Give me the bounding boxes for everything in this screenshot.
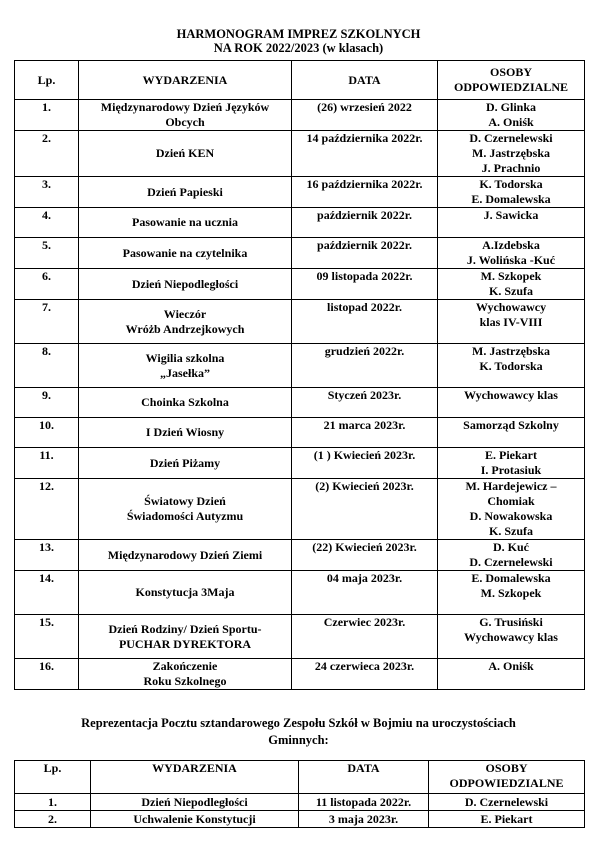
row-persons: D. Czernelewski — [429, 794, 585, 811]
header-date: DATA — [299, 761, 429, 794]
header-persons — [438, 61, 585, 100]
row-lp: 10. — [15, 418, 79, 448]
row-event-line: Dzień Papieski — [147, 184, 223, 199]
row-date: 04 maja 2023r. — [292, 571, 438, 615]
row-persons — [438, 615, 585, 659]
row-event-line: Obcych — [165, 115, 205, 129]
row-lp: 7. — [15, 300, 79, 344]
table-row — [15, 615, 585, 659]
row-person-line: Wychowawcy klas — [464, 630, 558, 644]
row-event — [79, 388, 292, 418]
header-event: WYDARZENIA — [91, 761, 299, 794]
row-event — [79, 300, 292, 344]
row-event-line: Pasowanie na czytelnika — [122, 245, 248, 260]
table-row — [15, 659, 585, 690]
section-2-title — [0, 715, 597, 749]
row-event — [79, 659, 292, 690]
row-persons — [438, 659, 585, 690]
row-date: 09 listopada 2022r. — [292, 269, 438, 300]
row-person-line: M. Jastrzębska — [472, 146, 550, 160]
table-row — [15, 300, 585, 344]
row-event — [79, 208, 292, 238]
row-persons — [438, 208, 585, 238]
table-row — [15, 388, 585, 418]
header-persons-line-2: ODPOWIEDZIALNE — [449, 776, 564, 790]
row-person-line: E. Domalewska — [471, 571, 551, 585]
row-person-line: M. Jastrzębska — [472, 344, 550, 358]
row-lp: 9. — [15, 388, 79, 418]
table-row — [15, 479, 585, 540]
row-persons — [438, 300, 585, 344]
row-event — [79, 448, 292, 479]
row-date: 11 listopada 2022r. — [299, 794, 429, 811]
header-persons-line-1: OSOBY — [485, 761, 528, 775]
table-row — [15, 269, 585, 300]
table-row — [15, 448, 585, 479]
row-person-line: K. Todorska — [479, 177, 543, 191]
table-row — [15, 540, 585, 571]
header-lp: Lp. — [15, 61, 79, 100]
table-row — [15, 238, 585, 269]
header-lp: Lp. — [15, 761, 91, 794]
row-lp: 13. — [15, 540, 79, 571]
row-date: 24 czerwieca 2023r. — [292, 659, 438, 690]
row-date: (2) Kwiecień 2023r. — [292, 479, 438, 540]
row-lp: 6. — [15, 269, 79, 300]
row-date: 14 października 2022r. — [292, 131, 438, 177]
header-date: DATA — [292, 61, 438, 100]
row-date: (26) wrzesień 2022 — [292, 100, 438, 131]
row-person-line: J. Prachnio — [481, 161, 541, 175]
row-date: grudzień 2022r. — [292, 344, 438, 388]
row-date: 3 maja 2023r. — [299, 811, 429, 828]
title-line-2: NA ROK 2022/2023 (w klasach) — [213, 41, 384, 55]
row-persons — [438, 100, 585, 131]
row-date: listopad 2022r. — [292, 300, 438, 344]
row-event-line: Pasowanie na ucznia — [131, 215, 238, 229]
row-date: Styczeń 2023r. — [292, 388, 438, 418]
header-persons-line-1: OSOBY — [489, 65, 532, 79]
table-row — [15, 418, 585, 448]
row-lp: 12. — [15, 479, 79, 540]
row-lp: 5. — [15, 238, 79, 269]
row-persons — [438, 388, 585, 418]
row-event-line: PUCHAR DYREKTORA — [118, 636, 252, 651]
row-person-line: D. Kuć — [493, 540, 529, 554]
table-row — [15, 344, 585, 388]
row-persons — [438, 269, 585, 300]
row-lp: 16. — [15, 659, 79, 690]
row-event — [79, 177, 292, 208]
row-event — [79, 269, 292, 300]
row-lp: 1. — [15, 794, 91, 811]
table-row — [15, 571, 585, 615]
table-header-row — [15, 61, 585, 100]
row-event — [79, 344, 292, 388]
row-event-line: Dzień Niepodległości — [131, 276, 239, 291]
flag-guard-table — [14, 760, 585, 828]
row-event-line: Światowy Dzień — [144, 494, 226, 508]
section-2-title-line-2: Gminnych: — [268, 733, 329, 747]
row-persons — [438, 479, 585, 540]
row-person-line: E. Domalewska — [471, 192, 551, 206]
events-schedule-table — [14, 60, 585, 690]
row-event — [79, 131, 292, 177]
row-person-line: K. Todorska — [479, 359, 543, 373]
row-lp: 1. — [15, 100, 79, 131]
row-person-line: M. Szkopek — [480, 586, 542, 600]
row-date: (22) Kwiecień 2023r. — [292, 540, 438, 571]
row-person-line: A. Oniśk — [488, 659, 534, 673]
row-event-line: Dzień Rodziny/ Dzień Sportu- — [108, 621, 262, 636]
row-lp: 11. — [15, 448, 79, 479]
row-event — [79, 615, 292, 659]
table-row — [15, 811, 585, 828]
row-lp: 14. — [15, 571, 79, 615]
row-person-line: M. Szkopek — [480, 269, 542, 283]
row-person-line: I. Protasiuk — [480, 463, 542, 477]
row-date: październik 2022r. — [292, 208, 438, 238]
row-event-line: Konstytucja 3Maja — [135, 585, 235, 599]
events-table-body — [15, 100, 585, 690]
row-person-line: K. Szufa — [488, 284, 533, 298]
row-person-line: G. Trusiński — [479, 615, 543, 629]
title-line-1: HARMONOGRAM IMPREZ SZKOLNYCH — [176, 27, 421, 41]
row-event — [79, 418, 292, 448]
row-event-line: Choinka Szkolna — [141, 395, 229, 409]
row-person-line: A.Izdebska — [482, 238, 540, 252]
row-lp: 3. — [15, 177, 79, 208]
row-event: Uchwalenie Konstytucji — [91, 811, 299, 828]
table-header-row — [15, 761, 585, 794]
row-event-line: Zakończenie — [152, 659, 218, 673]
row-event-line: I Dzień Wiosny — [145, 425, 225, 439]
row-persons — [438, 238, 585, 269]
row-person-line: Wychowawcy — [475, 300, 547, 314]
table-row — [15, 177, 585, 208]
table-row — [15, 794, 585, 811]
row-event-line: Wróżb Andrzejkowych — [125, 321, 245, 336]
header-persons-line-2: ODPOWIEDZIALNE — [453, 80, 569, 94]
table-row — [15, 131, 585, 177]
header-persons — [429, 761, 585, 794]
row-persons — [438, 177, 585, 208]
row-lp: 2. — [15, 131, 79, 177]
row-event-line: Świadomości Autyzmu — [126, 509, 244, 523]
row-event: Dzień Niepodległości — [91, 794, 299, 811]
row-date: 21 marca 2023r. — [292, 418, 438, 448]
row-persons — [438, 448, 585, 479]
row-person-line: J. Wolińska -Kuć — [466, 253, 556, 267]
row-persons: E. Piekart — [429, 811, 585, 828]
row-event-line: Dzień KEN — [155, 146, 215, 160]
row-event — [79, 238, 292, 269]
row-lp: 15. — [15, 615, 79, 659]
row-person-line: klas IV-VIII — [479, 315, 543, 329]
flag-guard-table-body — [15, 794, 585, 828]
row-person-line: D. Czernelewski — [469, 131, 553, 145]
row-event — [79, 479, 292, 540]
row-persons — [438, 540, 585, 571]
row-date: (1 ) Kwiecień 2023r. — [292, 448, 438, 479]
row-persons — [438, 418, 585, 448]
document-title — [0, 27, 597, 55]
row-person-line: Wychowawcy klas — [464, 388, 558, 402]
row-event-line: „Jasełka” — [159, 365, 210, 380]
row-event-line: Wigilia szkolna — [145, 350, 225, 365]
row-event-line: Dzień Piżamy — [149, 455, 221, 470]
row-date: 16 października 2022r. — [292, 177, 438, 208]
row-event-line: Międzynarodowy Dzień Języków — [100, 100, 270, 114]
row-lp: 2. — [15, 811, 91, 828]
row-lp: 8. — [15, 344, 79, 388]
row-event-line: Międzynarodowy Dzień Ziemi — [107, 547, 263, 562]
table-row — [15, 208, 585, 238]
row-person-line: J. Sawicka — [483, 208, 539, 222]
row-persons — [438, 571, 585, 615]
row-person-line: D. Glinka — [485, 100, 536, 114]
row-event-line: Wieczór — [163, 306, 207, 321]
row-date: październik 2022r. — [292, 238, 438, 269]
row-date: Czerwiec 2023r. — [292, 615, 438, 659]
row-event — [79, 540, 292, 571]
row-event — [79, 100, 292, 131]
row-person-line: E. Piekart — [485, 448, 537, 462]
row-person-line: Samorząd Szkolny — [463, 418, 559, 432]
row-lp: 4. — [15, 208, 79, 238]
row-person-line: D. Nowakowska — [469, 509, 553, 523]
row-person-line: A. Oniśk — [488, 115, 534, 129]
row-persons — [438, 344, 585, 388]
row-event — [79, 571, 292, 615]
row-person-line: D. Czernelewski — [469, 555, 553, 569]
header-event: WYDARZENIA — [79, 61, 292, 100]
section-2-title-line-1: Reprezentacja Pocztu sztandarowego Zespołu Szkół w Bojmiu na uroczystościach — [81, 716, 516, 730]
row-person-line: M. Hardejewicz – — [465, 479, 557, 493]
row-persons — [438, 131, 585, 177]
row-event-line: Roku Szkolnego — [143, 674, 227, 688]
row-person-line: Chomiak — [487, 494, 535, 508]
row-person-line: K. Szufa — [488, 524, 533, 538]
table-row — [15, 100, 585, 131]
